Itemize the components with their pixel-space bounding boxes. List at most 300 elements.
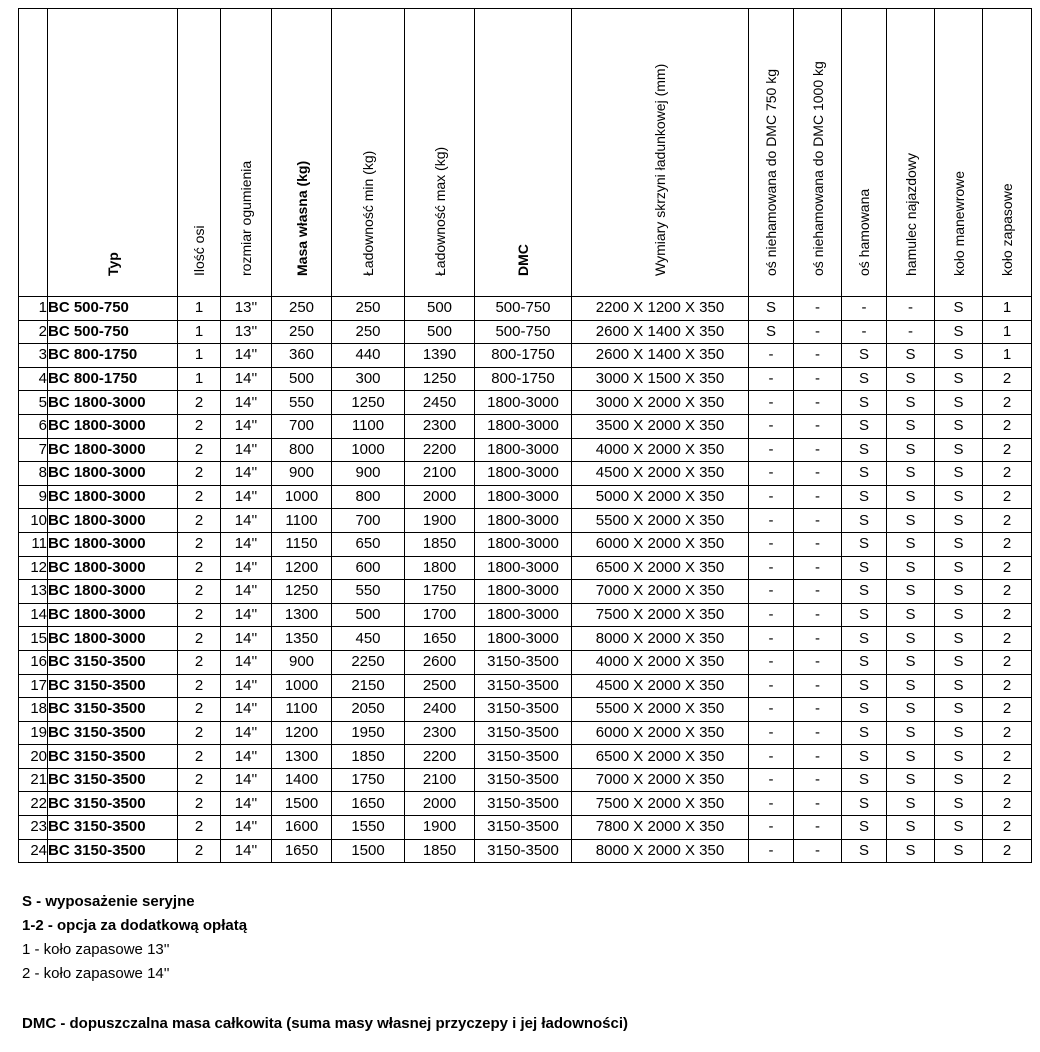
row-os-hamowana: S bbox=[842, 839, 887, 863]
row-typ: BC 3150-3500 bbox=[48, 721, 178, 745]
row-ilosc-osi: 2 bbox=[178, 721, 221, 745]
row-typ: BC 1800-3000 bbox=[48, 391, 178, 415]
row-hamulec: S bbox=[887, 768, 935, 792]
row-wymiary: 5000 X 2000 X 350 bbox=[572, 485, 749, 509]
header-dmc: DMC bbox=[475, 9, 572, 297]
row-dmc: 3150-3500 bbox=[475, 650, 572, 674]
row-os1000: - bbox=[794, 580, 842, 604]
row-ladownosc-max: 500 bbox=[405, 320, 475, 344]
row-ladownosc-min: 1950 bbox=[332, 721, 405, 745]
row-dmc: 1800-3000 bbox=[475, 532, 572, 556]
row-dmc: 800-1750 bbox=[475, 367, 572, 391]
row-ogumienie: 13'' bbox=[221, 320, 272, 344]
row-os750: - bbox=[749, 768, 794, 792]
row-dmc: 3150-3500 bbox=[475, 816, 572, 840]
row-wymiary: 2600 X 1400 X 350 bbox=[572, 344, 749, 368]
row-masa: 1300 bbox=[272, 745, 332, 769]
row-kolo-zapasowe: 2 bbox=[983, 721, 1032, 745]
row-typ: BC 3150-3500 bbox=[48, 792, 178, 816]
row-masa: 250 bbox=[272, 320, 332, 344]
row-kolo-manewrowe: S bbox=[935, 650, 983, 674]
table-row bbox=[19, 556, 1032, 580]
row-ladownosc-max: 2000 bbox=[405, 792, 475, 816]
row-masa: 1200 bbox=[272, 721, 332, 745]
row-ilosc-osi: 2 bbox=[178, 816, 221, 840]
row-number: 8 bbox=[19, 462, 48, 486]
row-os750: - bbox=[749, 698, 794, 722]
row-os1000: - bbox=[794, 485, 842, 509]
row-wymiary: 3000 X 1500 X 350 bbox=[572, 367, 749, 391]
row-os1000: - bbox=[794, 698, 842, 722]
row-ilosc-osi: 1 bbox=[178, 320, 221, 344]
row-os750: - bbox=[749, 532, 794, 556]
row-ladownosc-max: 1900 bbox=[405, 816, 475, 840]
row-masa: 1100 bbox=[272, 509, 332, 533]
row-wymiary: 2600 X 1400 X 350 bbox=[572, 320, 749, 344]
row-ogumienie: 14'' bbox=[221, 462, 272, 486]
row-ladownosc-max: 1750 bbox=[405, 580, 475, 604]
row-ogumienie: 14'' bbox=[221, 674, 272, 698]
header-nr bbox=[19, 9, 48, 297]
row-ladownosc-max: 2400 bbox=[405, 698, 475, 722]
row-os-hamowana: S bbox=[842, 367, 887, 391]
row-number: 18 bbox=[19, 698, 48, 722]
row-os-hamowana: S bbox=[842, 603, 887, 627]
row-hamulec: S bbox=[887, 698, 935, 722]
row-kolo-zapasowe: 2 bbox=[983, 768, 1032, 792]
row-os750: - bbox=[749, 367, 794, 391]
row-os1000: - bbox=[794, 792, 842, 816]
row-os1000: - bbox=[794, 391, 842, 415]
row-masa: 900 bbox=[272, 650, 332, 674]
row-os1000: - bbox=[794, 532, 842, 556]
row-kolo-zapasowe: 2 bbox=[983, 627, 1032, 651]
row-wymiary: 2200 X 1200 X 350 bbox=[572, 297, 749, 321]
row-hamulec: S bbox=[887, 556, 935, 580]
row-typ: BC 3150-3500 bbox=[48, 650, 178, 674]
row-typ: BC 800-1750 bbox=[48, 344, 178, 368]
row-hamulec: S bbox=[887, 627, 935, 651]
row-masa: 550 bbox=[272, 391, 332, 415]
row-ladownosc-max: 1850 bbox=[405, 532, 475, 556]
row-dmc: 1800-3000 bbox=[475, 627, 572, 651]
row-os-hamowana: S bbox=[842, 792, 887, 816]
row-hamulec: S bbox=[887, 485, 935, 509]
row-kolo-zapasowe: 2 bbox=[983, 816, 1032, 840]
row-ladownosc-min: 800 bbox=[332, 485, 405, 509]
row-wymiary: 7000 X 2000 X 350 bbox=[572, 768, 749, 792]
row-ladownosc-min: 900 bbox=[332, 462, 405, 486]
row-ogumienie: 14'' bbox=[221, 603, 272, 627]
row-wymiary: 8000 X 2000 X 350 bbox=[572, 627, 749, 651]
row-ogumienie: 14'' bbox=[221, 367, 272, 391]
row-typ: BC 1800-3000 bbox=[48, 438, 178, 462]
row-kolo-manewrowe: S bbox=[935, 674, 983, 698]
row-ladownosc-max: 1800 bbox=[405, 556, 475, 580]
row-kolo-zapasowe: 2 bbox=[983, 580, 1032, 604]
row-kolo-manewrowe: S bbox=[935, 367, 983, 391]
row-ladownosc-max: 2100 bbox=[405, 462, 475, 486]
row-os1000: - bbox=[794, 297, 842, 321]
row-wymiary: 5500 X 2000 X 350 bbox=[572, 698, 749, 722]
row-ilosc-osi: 2 bbox=[178, 580, 221, 604]
row-os1000: - bbox=[794, 344, 842, 368]
row-number: 6 bbox=[19, 414, 48, 438]
row-dmc: 3150-3500 bbox=[475, 721, 572, 745]
row-os750: - bbox=[749, 745, 794, 769]
row-ilosc-osi: 2 bbox=[178, 839, 221, 863]
row-os750: - bbox=[749, 603, 794, 627]
row-ladownosc-min: 650 bbox=[332, 532, 405, 556]
table-row bbox=[19, 603, 1032, 627]
row-ogumienie: 14'' bbox=[221, 816, 272, 840]
row-ilosc-osi: 2 bbox=[178, 768, 221, 792]
row-ladownosc-min: 500 bbox=[332, 603, 405, 627]
legend-dmc: DMC - dopuszczalna masa całkowita (suma masy własnej przyczepy i jej ładowności) bbox=[22, 1015, 629, 1032]
header-masa: Masa własna (kg) bbox=[272, 9, 332, 297]
row-os1000: - bbox=[794, 603, 842, 627]
row-ladownosc-max: 1850 bbox=[405, 839, 475, 863]
row-kolo-manewrowe: S bbox=[935, 556, 983, 580]
header-os-hamowana: oś hamowana bbox=[842, 9, 887, 297]
row-ladownosc-min: 300 bbox=[332, 367, 405, 391]
row-ogumienie: 14'' bbox=[221, 485, 272, 509]
row-kolo-manewrowe: S bbox=[935, 839, 983, 863]
row-ladownosc-max: 2200 bbox=[405, 438, 475, 462]
row-os750: - bbox=[749, 816, 794, 840]
row-kolo-manewrowe: S bbox=[935, 603, 983, 627]
row-hamulec: S bbox=[887, 674, 935, 698]
row-os750: - bbox=[749, 792, 794, 816]
row-hamulec: S bbox=[887, 414, 935, 438]
row-os750: - bbox=[749, 509, 794, 533]
row-ladownosc-min: 1850 bbox=[332, 745, 405, 769]
table-row bbox=[19, 768, 1032, 792]
row-ilosc-osi: 2 bbox=[178, 532, 221, 556]
table-row bbox=[19, 320, 1032, 344]
row-ladownosc-max: 1700 bbox=[405, 603, 475, 627]
row-kolo-zapasowe: 2 bbox=[983, 367, 1032, 391]
row-wymiary: 4500 X 2000 X 350 bbox=[572, 462, 749, 486]
row-number: 5 bbox=[19, 391, 48, 415]
row-ladownosc-max: 2300 bbox=[405, 721, 475, 745]
table-row bbox=[19, 297, 1032, 321]
row-ilosc-osi: 2 bbox=[178, 462, 221, 486]
row-os-hamowana: S bbox=[842, 745, 887, 769]
row-os-hamowana: S bbox=[842, 698, 887, 722]
row-wymiary: 6500 X 2000 X 350 bbox=[572, 745, 749, 769]
table-row bbox=[19, 839, 1032, 863]
row-masa: 1600 bbox=[272, 816, 332, 840]
row-number: 7 bbox=[19, 438, 48, 462]
row-masa: 1150 bbox=[272, 532, 332, 556]
table-row bbox=[19, 721, 1032, 745]
row-kolo-zapasowe: 1 bbox=[983, 297, 1032, 321]
row-os-hamowana: S bbox=[842, 414, 887, 438]
row-wymiary: 4000 X 2000 X 350 bbox=[572, 438, 749, 462]
row-os750: - bbox=[749, 485, 794, 509]
row-os1000: - bbox=[794, 556, 842, 580]
row-masa: 1200 bbox=[272, 556, 332, 580]
row-typ: BC 1800-3000 bbox=[48, 414, 178, 438]
row-ilosc-osi: 1 bbox=[178, 367, 221, 391]
row-os-hamowana: S bbox=[842, 556, 887, 580]
table-body bbox=[19, 297, 1032, 863]
row-dmc: 1800-3000 bbox=[475, 603, 572, 627]
row-number: 12 bbox=[19, 556, 48, 580]
row-kolo-zapasowe: 2 bbox=[983, 438, 1032, 462]
row-kolo-zapasowe: 2 bbox=[983, 532, 1032, 556]
row-typ: BC 1800-3000 bbox=[48, 462, 178, 486]
row-ogumienie: 13'' bbox=[221, 297, 272, 321]
row-wymiary: 8000 X 2000 X 350 bbox=[572, 839, 749, 863]
row-os-hamowana: S bbox=[842, 391, 887, 415]
row-kolo-zapasowe: 2 bbox=[983, 674, 1032, 698]
row-ladownosc-min: 2050 bbox=[332, 698, 405, 722]
row-dmc: 3150-3500 bbox=[475, 792, 572, 816]
row-ogumienie: 14'' bbox=[221, 391, 272, 415]
row-typ: BC 3150-3500 bbox=[48, 839, 178, 863]
header-kolo-zapasowe: koło zapasowe bbox=[983, 9, 1032, 297]
row-typ: BC 500-750 bbox=[48, 320, 178, 344]
row-masa: 1000 bbox=[272, 485, 332, 509]
table-row bbox=[19, 344, 1032, 368]
table-row bbox=[19, 650, 1032, 674]
row-os-hamowana: - bbox=[842, 297, 887, 321]
table-row bbox=[19, 674, 1032, 698]
row-typ: BC 500-750 bbox=[48, 297, 178, 321]
row-ilosc-osi: 2 bbox=[178, 556, 221, 580]
table-row bbox=[19, 438, 1032, 462]
row-os750: - bbox=[749, 438, 794, 462]
legend-kolo-14: 2 - koło zapasowe 14'' bbox=[22, 965, 170, 982]
row-dmc: 1800-3000 bbox=[475, 438, 572, 462]
legend-seryjne: S - wyposażenie seryjne bbox=[22, 893, 195, 910]
row-ladownosc-min: 1250 bbox=[332, 391, 405, 415]
row-ogumienie: 14'' bbox=[221, 839, 272, 863]
row-os-hamowana: S bbox=[842, 650, 887, 674]
table-row bbox=[19, 391, 1032, 415]
row-typ: BC 1800-3000 bbox=[48, 556, 178, 580]
row-os-hamowana: S bbox=[842, 344, 887, 368]
row-masa: 900 bbox=[272, 462, 332, 486]
row-masa: 1500 bbox=[272, 792, 332, 816]
row-hamulec: S bbox=[887, 650, 935, 674]
row-ogumienie: 14'' bbox=[221, 580, 272, 604]
row-os750: - bbox=[749, 462, 794, 486]
row-dmc: 3150-3500 bbox=[475, 768, 572, 792]
row-ladownosc-max: 500 bbox=[405, 297, 475, 321]
row-hamulec: S bbox=[887, 438, 935, 462]
row-ogumienie: 14'' bbox=[221, 438, 272, 462]
row-wymiary: 6000 X 2000 X 350 bbox=[572, 721, 749, 745]
row-kolo-manewrowe: S bbox=[935, 627, 983, 651]
row-ladownosc-min: 1500 bbox=[332, 839, 405, 863]
row-hamulec: S bbox=[887, 816, 935, 840]
row-hamulec: S bbox=[887, 532, 935, 556]
table-row bbox=[19, 627, 1032, 651]
row-os750: - bbox=[749, 674, 794, 698]
row-os1000: - bbox=[794, 414, 842, 438]
row-ilosc-osi: 2 bbox=[178, 792, 221, 816]
row-kolo-manewrowe: S bbox=[935, 509, 983, 533]
header-ogumienie: rozmiar ogumienia bbox=[221, 9, 272, 297]
row-os-hamowana: S bbox=[842, 462, 887, 486]
row-typ: BC 1800-3000 bbox=[48, 580, 178, 604]
row-hamulec: S bbox=[887, 792, 935, 816]
row-masa: 1100 bbox=[272, 698, 332, 722]
row-os750: - bbox=[749, 627, 794, 651]
row-os1000: - bbox=[794, 674, 842, 698]
row-typ: BC 3150-3500 bbox=[48, 768, 178, 792]
row-masa: 1300 bbox=[272, 603, 332, 627]
header-os750: oś niehamowana do DMC 750 kg bbox=[749, 9, 794, 297]
row-ilosc-osi: 2 bbox=[178, 627, 221, 651]
row-kolo-zapasowe: 2 bbox=[983, 698, 1032, 722]
legend-kolo-13: 1 - koło zapasowe 13'' bbox=[22, 941, 170, 958]
row-ilosc-osi: 2 bbox=[178, 698, 221, 722]
row-ogumienie: 14'' bbox=[221, 698, 272, 722]
row-kolo-zapasowe: 2 bbox=[983, 556, 1032, 580]
row-ogumienie: 14'' bbox=[221, 509, 272, 533]
row-ogumienie: 14'' bbox=[221, 627, 272, 651]
row-os1000: - bbox=[794, 320, 842, 344]
row-ladownosc-min: 1100 bbox=[332, 414, 405, 438]
row-number: 23 bbox=[19, 816, 48, 840]
row-hamulec: S bbox=[887, 344, 935, 368]
row-dmc: 800-1750 bbox=[475, 344, 572, 368]
row-ladownosc-min: 2150 bbox=[332, 674, 405, 698]
row-masa: 1000 bbox=[272, 674, 332, 698]
row-ilosc-osi: 2 bbox=[178, 745, 221, 769]
row-typ: BC 1800-3000 bbox=[48, 509, 178, 533]
row-hamulec: S bbox=[887, 580, 935, 604]
row-kolo-zapasowe: 2 bbox=[983, 509, 1032, 533]
row-hamulec: S bbox=[887, 391, 935, 415]
row-os-hamowana: S bbox=[842, 438, 887, 462]
row-ladownosc-min: 1000 bbox=[332, 438, 405, 462]
row-masa: 250 bbox=[272, 297, 332, 321]
table-row bbox=[19, 792, 1032, 816]
row-dmc: 1800-3000 bbox=[475, 556, 572, 580]
table-row bbox=[19, 698, 1032, 722]
header-ladownosc-min: Ładowność min (kg) bbox=[332, 9, 405, 297]
row-os750: - bbox=[749, 580, 794, 604]
row-hamulec: S bbox=[887, 367, 935, 391]
row-os750: - bbox=[749, 391, 794, 415]
row-ilosc-osi: 2 bbox=[178, 650, 221, 674]
row-typ: BC 1800-3000 bbox=[48, 627, 178, 651]
row-ladownosc-min: 250 bbox=[332, 320, 405, 344]
row-ladownosc-min: 1650 bbox=[332, 792, 405, 816]
row-wymiary: 5500 X 2000 X 350 bbox=[572, 509, 749, 533]
row-kolo-manewrowe: S bbox=[935, 462, 983, 486]
row-hamulec: S bbox=[887, 603, 935, 627]
row-dmc: 3150-3500 bbox=[475, 839, 572, 863]
row-masa: 1400 bbox=[272, 768, 332, 792]
row-os750: - bbox=[749, 839, 794, 863]
row-os750: - bbox=[749, 344, 794, 368]
row-kolo-manewrowe: S bbox=[935, 320, 983, 344]
row-ladownosc-max: 2100 bbox=[405, 768, 475, 792]
header-ilosc-osi: Ilość osi bbox=[178, 9, 221, 297]
row-number: 20 bbox=[19, 745, 48, 769]
row-ladownosc-max: 2600 bbox=[405, 650, 475, 674]
row-os1000: - bbox=[794, 438, 842, 462]
row-masa: 1350 bbox=[272, 627, 332, 651]
row-typ: BC 1800-3000 bbox=[48, 532, 178, 556]
row-hamulec: - bbox=[887, 320, 935, 344]
row-kolo-zapasowe: 2 bbox=[983, 603, 1032, 627]
row-kolo-manewrowe: S bbox=[935, 745, 983, 769]
row-os-hamowana: S bbox=[842, 627, 887, 651]
row-ladownosc-max: 2000 bbox=[405, 485, 475, 509]
table-row bbox=[19, 580, 1032, 604]
row-masa: 800 bbox=[272, 438, 332, 462]
table-row bbox=[19, 509, 1032, 533]
header-wymiary: Wymiary skrzyni ładunkowej (mm) bbox=[572, 9, 749, 297]
header-kolo-manewrowe: koło manewrowe bbox=[935, 9, 983, 297]
row-ladownosc-max: 1250 bbox=[405, 367, 475, 391]
table-row bbox=[19, 462, 1032, 486]
row-os-hamowana: S bbox=[842, 674, 887, 698]
row-kolo-manewrowe: S bbox=[935, 297, 983, 321]
row-ladownosc-min: 700 bbox=[332, 509, 405, 533]
row-wymiary: 7800 X 2000 X 350 bbox=[572, 816, 749, 840]
row-ogumienie: 14'' bbox=[221, 745, 272, 769]
row-kolo-manewrowe: S bbox=[935, 580, 983, 604]
row-number: 19 bbox=[19, 721, 48, 745]
row-os-hamowana: S bbox=[842, 816, 887, 840]
row-wymiary: 4000 X 2000 X 350 bbox=[572, 650, 749, 674]
row-dmc: 3150-3500 bbox=[475, 674, 572, 698]
row-os1000: - bbox=[794, 745, 842, 769]
row-ladownosc-max: 2300 bbox=[405, 414, 475, 438]
row-ladownosc-min: 1550 bbox=[332, 816, 405, 840]
row-ladownosc-min: 1750 bbox=[332, 768, 405, 792]
row-dmc: 3150-3500 bbox=[475, 745, 572, 769]
row-number: 14 bbox=[19, 603, 48, 627]
row-os750: - bbox=[749, 414, 794, 438]
row-ladownosc-min: 440 bbox=[332, 344, 405, 368]
row-ladownosc-min: 600 bbox=[332, 556, 405, 580]
row-os-hamowana: - bbox=[842, 320, 887, 344]
row-ilosc-osi: 2 bbox=[178, 603, 221, 627]
row-kolo-manewrowe: S bbox=[935, 344, 983, 368]
row-ilosc-osi: 2 bbox=[178, 438, 221, 462]
row-ladownosc-max: 2450 bbox=[405, 391, 475, 415]
row-masa: 1650 bbox=[272, 839, 332, 863]
row-number: 3 bbox=[19, 344, 48, 368]
row-number: 9 bbox=[19, 485, 48, 509]
row-dmc: 1800-3000 bbox=[475, 509, 572, 533]
row-typ: BC 3150-3500 bbox=[48, 816, 178, 840]
row-kolo-manewrowe: S bbox=[935, 721, 983, 745]
row-os-hamowana: S bbox=[842, 721, 887, 745]
row-os-hamowana: S bbox=[842, 485, 887, 509]
table-row bbox=[19, 367, 1032, 391]
row-ogumienie: 14'' bbox=[221, 556, 272, 580]
row-os1000: - bbox=[794, 509, 842, 533]
row-os1000: - bbox=[794, 650, 842, 674]
row-kolo-manewrowe: S bbox=[935, 391, 983, 415]
row-hamulec: S bbox=[887, 839, 935, 863]
row-number: 22 bbox=[19, 792, 48, 816]
row-os-hamowana: S bbox=[842, 509, 887, 533]
row-os750: - bbox=[749, 721, 794, 745]
header-ladownosc-max: Ładowność max (kg) bbox=[405, 9, 475, 297]
row-kolo-zapasowe: 2 bbox=[983, 414, 1032, 438]
